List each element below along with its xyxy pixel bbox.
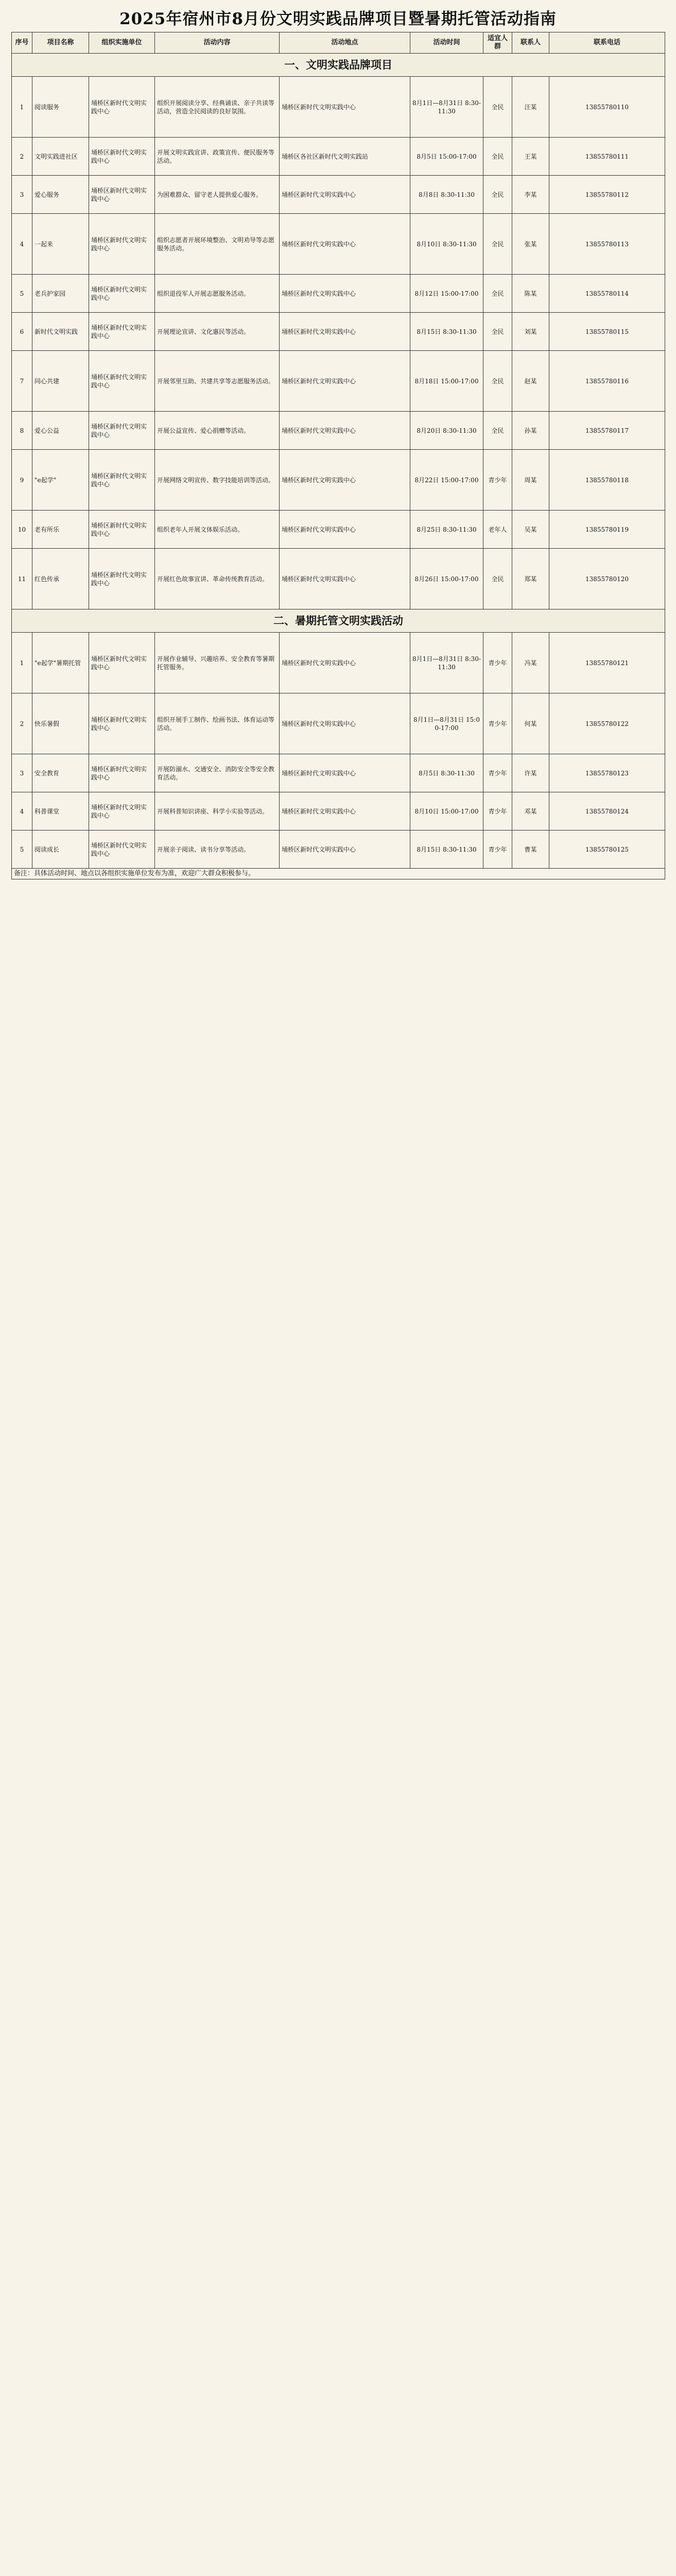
cell-place: 埇桥区新时代文明实践中心 xyxy=(280,176,410,214)
cell-time: 8月5日 8:30-11:30 xyxy=(410,754,483,792)
cell-no: 9 xyxy=(12,450,32,511)
cell-phone: 13855780117 xyxy=(549,412,665,450)
cell-person: 汪某 xyxy=(512,77,549,138)
cell-org: 埇桥区新时代文明实践中心 xyxy=(89,412,155,450)
cell-phone: 13855780115 xyxy=(549,313,665,351)
cell-place: 埇桥区新时代文明实践中心 xyxy=(280,693,410,754)
cell-phone: 13855780110 xyxy=(549,77,665,138)
cell-crowd: 青少年 xyxy=(483,633,512,693)
cell-content: 开展理论宣讲、文化惠民等活动。 xyxy=(155,313,280,351)
cell-person: 陈某 xyxy=(512,275,549,313)
cell-content: 开展防溺水、交通安全、消防安全等安全教育活动。 xyxy=(155,754,280,792)
table-row xyxy=(12,351,665,412)
cell-place: 埇桥区新时代文明实践中心 xyxy=(280,412,410,450)
cell-time: 8月1日—8月31日 15:00-17:00 xyxy=(410,693,483,754)
cell-no: 4 xyxy=(12,792,32,831)
table-row xyxy=(12,176,665,214)
cell-person: 冯某 xyxy=(512,633,549,693)
cell-crowd: 全民 xyxy=(483,412,512,450)
cell-person: 曹某 xyxy=(512,831,549,869)
table-row xyxy=(12,511,665,549)
table-row xyxy=(12,412,665,450)
cell-crowd: 全民 xyxy=(483,138,512,176)
cell-time: 8月18日 15:00-17:00 xyxy=(410,351,483,412)
cell-no: 3 xyxy=(12,176,32,214)
cell-no: 1 xyxy=(12,77,32,138)
cell-name: 爱心服务 xyxy=(32,176,89,214)
cell-person: 王某 xyxy=(512,138,549,176)
cell-time: 8月10日 8:30-11:30 xyxy=(410,214,483,275)
cell-name: 老有所乐 xyxy=(32,511,89,549)
cell-time: 8月8日 8:30-11:30 xyxy=(410,176,483,214)
cell-crowd: 全民 xyxy=(483,549,512,609)
cell-name: "e起学"暑期托管 xyxy=(32,633,89,693)
cell-name: 安全教育 xyxy=(32,754,89,792)
cell-person: 许某 xyxy=(512,754,549,792)
header-cell: 联系人 xyxy=(512,32,549,54)
cell-crowd: 全民 xyxy=(483,313,512,351)
cell-phone: 13855780119 xyxy=(549,511,665,549)
cell-content: 为困难群众、留守老人提供爱心服务。 xyxy=(155,176,280,214)
cell-name: "e起学" xyxy=(32,450,89,511)
cell-content: 开展科普知识讲座、科学小实验等活动。 xyxy=(155,792,280,831)
table-row xyxy=(12,754,665,792)
cell-name: 阅读成长 xyxy=(32,831,89,869)
cell-person: 刘某 xyxy=(512,313,549,351)
cell-no: 5 xyxy=(12,275,32,313)
cell-place: 埇桥区新时代文明实践中心 xyxy=(280,214,410,275)
cell-org: 埇桥区新时代文明实践中心 xyxy=(89,176,155,214)
header-cell: 序号 xyxy=(12,32,32,54)
cell-org: 埇桥区新时代文明实践中心 xyxy=(89,77,155,138)
cell-crowd: 青少年 xyxy=(483,693,512,754)
cell-name: 一起来 xyxy=(32,214,89,275)
cell-time: 8月15日 8:30-11:30 xyxy=(410,831,483,869)
table-row xyxy=(12,792,665,831)
cell-person: 周某 xyxy=(512,450,549,511)
table-header-row xyxy=(12,32,665,54)
cell-content: 开展网络文明宣传、数字技能培训等活动。 xyxy=(155,450,280,511)
cell-org: 埇桥区新时代文明实践中心 xyxy=(89,754,155,792)
page-title: 2025年宿州市8月份文明实践品牌项目暨暑期托管活动指南 xyxy=(119,10,557,28)
cell-crowd: 老年人 xyxy=(483,511,512,549)
cell-phone: 13855780113 xyxy=(549,214,665,275)
cell-person: 吴某 xyxy=(512,511,549,549)
header-cell: 活动地点 xyxy=(280,32,410,54)
cell-phone: 13855780111 xyxy=(549,138,665,176)
cell-no: 7 xyxy=(12,351,32,412)
cell-person: 何某 xyxy=(512,693,549,754)
note-row xyxy=(12,869,665,879)
cell-person: 赵某 xyxy=(512,351,549,412)
cell-org: 埇桥区新时代文明实践中心 xyxy=(89,275,155,313)
cell-person: 张某 xyxy=(512,214,549,275)
table-row xyxy=(12,549,665,609)
cell-name: 快乐暑假 xyxy=(32,693,89,754)
table-row xyxy=(12,214,665,275)
cell-place: 埇桥区新时代文明实践中心 xyxy=(280,754,410,792)
cell-content: 组织老年人开展文体娱乐活动。 xyxy=(155,511,280,549)
cell-crowd: 全民 xyxy=(483,275,512,313)
cell-phone: 13855780116 xyxy=(549,351,665,412)
cell-org: 埇桥区新时代文明实践中心 xyxy=(89,831,155,869)
cell-content: 开展红色故事宣讲、革命传统教育活动。 xyxy=(155,549,280,609)
table-row xyxy=(12,138,665,176)
section-title: 一、文明实践品牌项目 xyxy=(12,54,665,77)
header-cell: 活动内容 xyxy=(155,32,280,54)
cell-content: 开展亲子阅读、读书分享等活动。 xyxy=(155,831,280,869)
cell-phone: 13855780112 xyxy=(549,176,665,214)
cell-place: 埇桥区新时代文明实践中心 xyxy=(280,351,410,412)
cell-content: 组织志愿者开展环境整治、文明劝导等志愿服务活动。 xyxy=(155,214,280,275)
cell-person: 孙某 xyxy=(512,412,549,450)
section-row xyxy=(12,609,665,633)
table-row xyxy=(12,831,665,869)
header-cell: 适宜人群 xyxy=(483,32,512,54)
cell-place: 埇桥区新时代文明实践中心 xyxy=(280,511,410,549)
cell-name: 爱心公益 xyxy=(32,412,89,450)
table-row xyxy=(12,450,665,511)
header-cell: 活动时间 xyxy=(410,32,483,54)
header-cell: 组织实施单位 xyxy=(89,32,155,54)
cell-name: 老兵护家园 xyxy=(32,275,89,313)
cell-content: 开展公益宣传、爱心捐赠等活动。 xyxy=(155,412,280,450)
cell-crowd: 全民 xyxy=(483,351,512,412)
cell-crowd: 全民 xyxy=(483,176,512,214)
cell-crowd: 全民 xyxy=(483,214,512,275)
cell-crowd: 青少年 xyxy=(483,831,512,869)
cell-no: 11 xyxy=(12,549,32,609)
cell-crowd: 全民 xyxy=(483,77,512,138)
cell-no: 4 xyxy=(12,214,32,275)
cell-phone: 13855780118 xyxy=(549,450,665,511)
table-row xyxy=(12,77,665,138)
cell-time: 8月15日 8:30-11:30 xyxy=(410,313,483,351)
cell-content: 组织退役军人开展志愿服务活动。 xyxy=(155,275,280,313)
cell-place: 埇桥区新时代文明实践中心 xyxy=(280,77,410,138)
cell-phone: 13855780114 xyxy=(549,275,665,313)
cell-place: 埇桥区新时代文明实践中心 xyxy=(280,313,410,351)
cell-name: 同心共建 xyxy=(32,351,89,412)
cell-place: 埇桥区各社区新时代文明实践站 xyxy=(280,138,410,176)
cell-org: 埇桥区新时代文明实践中心 xyxy=(89,214,155,275)
cell-phone: 13855780121 xyxy=(549,633,665,693)
cell-no: 5 xyxy=(12,831,32,869)
cell-content: 开展文明实践宣讲、政策宣传、便民服务等活动。 xyxy=(155,138,280,176)
cell-time: 8月26日 15:00-17:00 xyxy=(410,549,483,609)
cell-name: 新时代文明实践 xyxy=(32,313,89,351)
cell-name: 科普课堂 xyxy=(32,792,89,831)
cell-place: 埇桥区新时代文明实践中心 xyxy=(280,792,410,831)
cell-time: 8月25日 8:30-11:30 xyxy=(410,511,483,549)
cell-person: 邓某 xyxy=(512,792,549,831)
cell-place: 埇桥区新时代文明实践中心 xyxy=(280,633,410,693)
cell-org: 埇桥区新时代文明实践中心 xyxy=(89,633,155,693)
cell-no: 3 xyxy=(12,754,32,792)
cell-no: 1 xyxy=(12,633,32,693)
cell-org: 埇桥区新时代文明实践中心 xyxy=(89,792,155,831)
table-row xyxy=(12,313,665,351)
cell-org: 埇桥区新时代文明实践中心 xyxy=(89,138,155,176)
cell-crowd: 青少年 xyxy=(483,792,512,831)
cell-content: 组织开展手工制作、绘画书法、体育运动等活动。 xyxy=(155,693,280,754)
header-cell: 联系电话 xyxy=(549,32,665,54)
cell-time: 8月1日—8月31日 8:30-11:30 xyxy=(410,77,483,138)
cell-crowd: 青少年 xyxy=(483,754,512,792)
cell-place: 埇桥区新时代文明实践中心 xyxy=(280,450,410,511)
cell-no: 8 xyxy=(12,412,32,450)
cell-time: 8月1日—8月31日 8:30-11:30 xyxy=(410,633,483,693)
table-row xyxy=(12,633,665,693)
cell-crowd: 青少年 xyxy=(483,450,512,511)
cell-content: 组织开展阅读分享、经典诵读、亲子共读等活动，营造全民阅读的良好氛围。 xyxy=(155,77,280,138)
cell-name: 红色传承 xyxy=(32,549,89,609)
cell-person: 李某 xyxy=(512,176,549,214)
table-row xyxy=(12,693,665,754)
cell-no: 6 xyxy=(12,313,32,351)
cell-time: 8月20日 8:30-11:30 xyxy=(410,412,483,450)
cell-no: 10 xyxy=(12,511,32,549)
cell-no: 2 xyxy=(12,693,32,754)
cell-place: 埇桥区新时代文明实践中心 xyxy=(280,549,410,609)
cell-time: 8月12日 15:00-17:00 xyxy=(410,275,483,313)
cell-content: 开展邻里互助、共建共享等志愿服务活动。 xyxy=(155,351,280,412)
activity-table xyxy=(11,32,665,879)
cell-name: 文明实践进社区 xyxy=(32,138,89,176)
cell-phone: 13855780123 xyxy=(549,754,665,792)
cell-phone: 13855780122 xyxy=(549,693,665,754)
cell-org: 埇桥区新时代文明实践中心 xyxy=(89,511,155,549)
header-cell: 项目名称 xyxy=(32,32,89,54)
cell-time: 8月10日 15:00-17:00 xyxy=(410,792,483,831)
cell-phone: 13855780124 xyxy=(549,792,665,831)
section-row xyxy=(12,54,665,77)
section-title: 二、暑期托管文明实践活动 xyxy=(12,609,665,633)
cell-phone: 13855780120 xyxy=(549,549,665,609)
cell-content: 开展作业辅导、兴趣培养、安全教育等暑期托管服务。 xyxy=(155,633,280,693)
cell-org: 埇桥区新时代文明实践中心 xyxy=(89,693,155,754)
cell-time: 8月5日 15:00-17:00 xyxy=(410,138,483,176)
cell-no: 2 xyxy=(12,138,32,176)
cell-place: 埇桥区新时代文明实践中心 xyxy=(280,275,410,313)
cell-org: 埇桥区新时代文明实践中心 xyxy=(89,549,155,609)
cell-org: 埇桥区新时代文明实践中心 xyxy=(89,313,155,351)
cell-org: 埇桥区新时代文明实践中心 xyxy=(89,450,155,511)
cell-phone: 13855780125 xyxy=(549,831,665,869)
cell-org: 埇桥区新时代文明实践中心 xyxy=(89,351,155,412)
table-row xyxy=(12,275,665,313)
cell-place: 埇桥区新时代文明实践中心 xyxy=(280,831,410,869)
cell-time: 8月22日 15:00-17:00 xyxy=(410,450,483,511)
note-text: 备注：具体活动时间、地点以各组织实施单位发布为准，欢迎广大群众积极参与。 xyxy=(12,869,665,879)
cell-person: 郑某 xyxy=(512,549,549,609)
cell-name: 阅读服务 xyxy=(32,77,89,138)
